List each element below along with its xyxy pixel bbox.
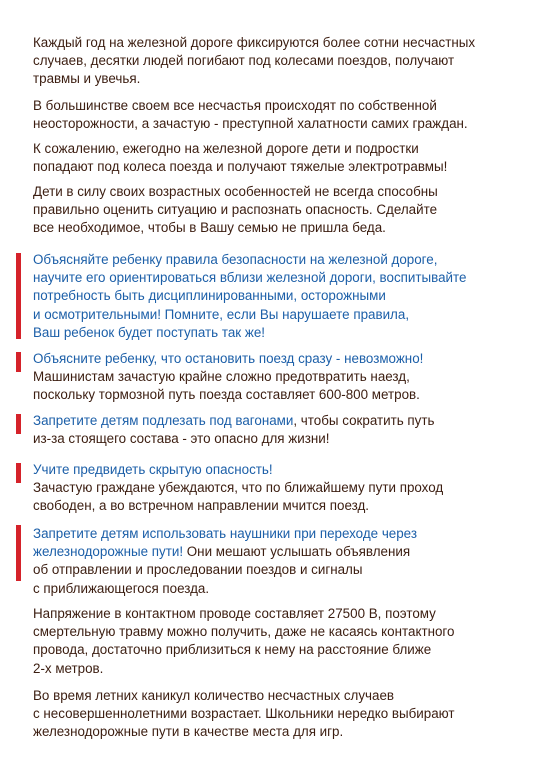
accent-bar [16, 525, 21, 581]
text-line [33, 580, 525, 598]
text-line [33, 115, 525, 133]
body-text: провода, достаточно приблизиться к нему на расстояние ближе [33, 642, 432, 658]
text-line [33, 430, 525, 448]
text-line [33, 723, 525, 741]
highlight-text: научите его ориентироваться вблизи железной дороги, воспитывайте [33, 270, 467, 286]
body-text: из-за стоящего состава - это опасно для жизни! [33, 431, 330, 447]
text-line [33, 368, 525, 386]
paragraph [33, 34, 525, 89]
body-text: железнодорожные пути в качестве места для игр. [33, 724, 344, 740]
text-line [33, 158, 525, 176]
body-text: об отправлении и проследовании поездов и сигналы [33, 562, 363, 578]
body-text: с несовершеннолетними возрастает. Школьники нередко выбирают [33, 706, 455, 722]
text-line [33, 386, 525, 404]
paragraph [33, 412, 525, 448]
paragraph [33, 97, 525, 133]
body-text: Каждый год на железной дороге фиксируются более сотни несчастных [33, 35, 476, 50]
body-text: свободен, а во встречном направлении мчится поезд. [33, 498, 369, 514]
text-line [33, 34, 525, 52]
paragraph [33, 525, 525, 598]
paragraph [33, 605, 525, 678]
text-line [33, 269, 525, 287]
body-text: Напряжение в контактном проводе составляет 27500 В, поэтому [33, 606, 436, 621]
accent-bar [16, 414, 21, 434]
body-text: неосторожности, а зачастую - преступной халатности самих граждан. [33, 116, 468, 132]
text-line [33, 52, 525, 70]
text-line [33, 287, 525, 305]
text-line [33, 251, 525, 269]
text-line [33, 306, 525, 324]
paragraph [33, 350, 525, 405]
body-text: В большинстве своем все несчастья происходят по собственной [33, 98, 437, 113]
text-line [33, 479, 525, 497]
highlight-text: Запретите детям подлезать под вагонами [33, 413, 294, 428]
body-text: правильно оценить ситуацию и распознать опасность. Сделайте [33, 202, 438, 218]
text-line [33, 641, 525, 659]
text-line [33, 623, 525, 641]
body-text: все необходимое, чтобы в Вашу семью не пришла беда. [33, 220, 386, 236]
accent-bar [16, 253, 21, 339]
text-line [33, 561, 525, 579]
text-line [33, 525, 525, 543]
text-line [33, 543, 525, 561]
body-text: Во время летних каникул количество несчастных случаев [33, 688, 395, 703]
body-text: К сожалению, ежегодно на железной дороге дети и подростки [33, 141, 419, 156]
paragraph [33, 140, 525, 176]
text-line [33, 183, 525, 201]
highlight-text: Учите предвидеть скрытую опасность! [33, 462, 273, 477]
paragraph [33, 183, 525, 238]
text-line [33, 461, 525, 479]
body-text: Зачастую граждане убеждаются, что по ближайшему пути проход [33, 480, 444, 496]
highlight-text: Запретите детям использовать наушники при переходе через [33, 526, 417, 541]
text-line [33, 497, 525, 515]
paragraph [33, 687, 525, 742]
highlight-text: железнодорожные пути! [33, 544, 184, 560]
text-line [33, 605, 525, 623]
text-line [33, 201, 525, 219]
text-line [33, 350, 525, 368]
body-text: Они мешают услышать объявления [183, 544, 411, 560]
body-text: поскольку тормозной путь поезда составляет 600-800 метров. [33, 387, 420, 403]
text-line [33, 219, 525, 237]
text-line [33, 660, 525, 678]
body-text: Дети в силу своих возрастных особенностей не всегда способны [33, 184, 438, 199]
body-text: травмы и увечья. [33, 71, 141, 87]
text-line [33, 70, 525, 88]
paragraph [33, 461, 525, 516]
text-line [33, 140, 525, 158]
highlight-text: Объясняйте ребенку правила безопасности на железной дороге, [33, 252, 438, 267]
text-line [33, 97, 525, 115]
text-line [33, 324, 525, 342]
highlight-text: Ваш ребенок будет поступать так же! [33, 324, 266, 340]
highlight-text: потребность быть дисциплинированными, осторожными [33, 288, 386, 304]
body-text: , чтобы сократить путь [293, 413, 435, 428]
body-text: Машинистам зачастую крайне сложно предотвратить наезд, [33, 369, 410, 385]
highlight-text: и осмотрительными! Помните, если Вы нарушаете правила, [33, 306, 410, 322]
text-line [33, 412, 525, 430]
text-line [33, 705, 525, 723]
highlight-text: Объясните ребенку, что остановить поезд сразу - невозможно! [33, 351, 424, 366]
body-text: 2-х метров. [33, 660, 104, 676]
body-text: случаев, десятки людей погибают под колесами поездов, получают [33, 53, 455, 69]
accent-bar [16, 463, 21, 483]
paragraph [33, 251, 525, 342]
text-line [33, 687, 525, 705]
body-text: попадают под колеса поезда и получают тяжелые электротравмы! [33, 159, 448, 175]
accent-bar [16, 352, 21, 372]
body-text: смертельную травму можно получить, даже не касаясь контактного [33, 624, 455, 640]
body-text: с приближающегося поезда. [33, 580, 210, 596]
